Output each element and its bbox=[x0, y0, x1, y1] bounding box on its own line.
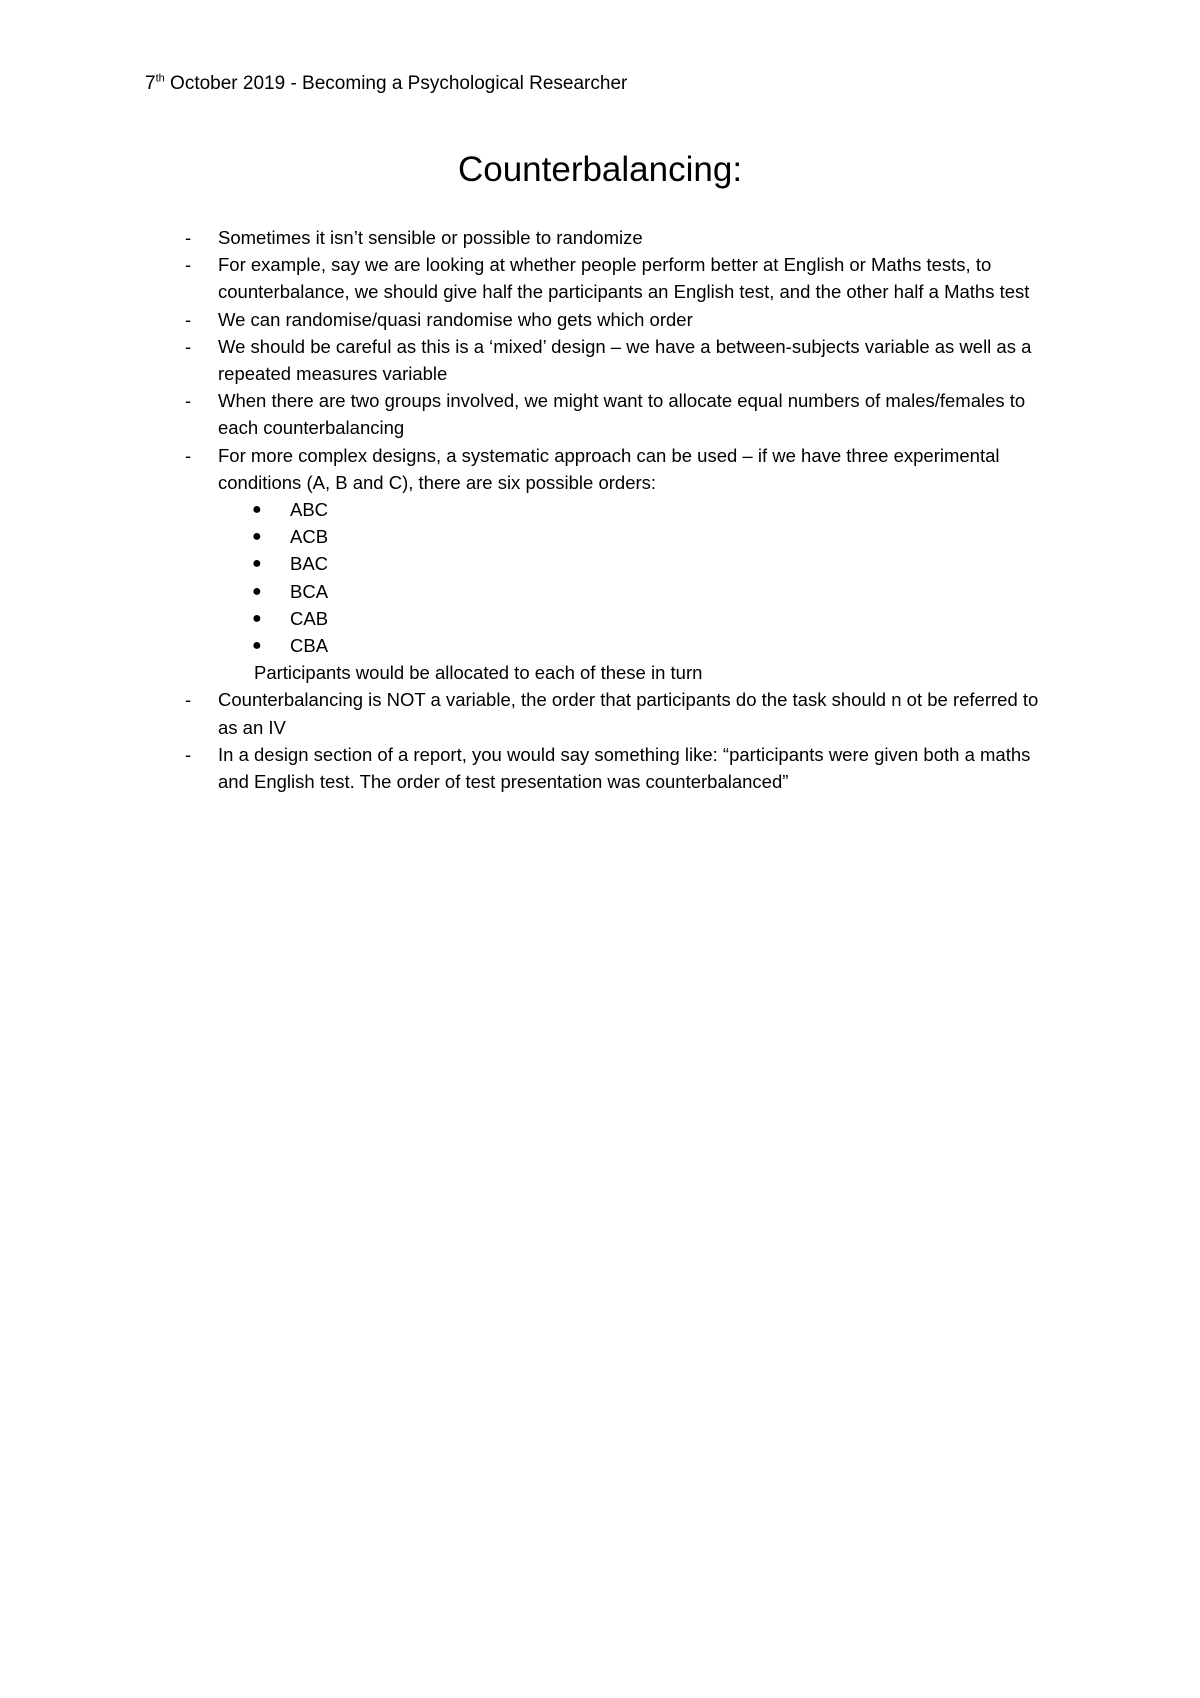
list-item-text: When there are two groups involved, we might want to allocate equal numbers of males/females to each counterbalancing bbox=[218, 390, 1026, 439]
list-item bbox=[0, 306, 1058, 333]
dash-marker: - bbox=[185, 308, 192, 330]
list-item bbox=[0, 333, 1058, 387]
list-item-text: We can randomise/quasi randomise who gets which order bbox=[218, 308, 693, 330]
list-item-text: Sometimes it isn’t sensible or possible to randomize bbox=[218, 227, 643, 248]
bullet-icon: ● bbox=[252, 555, 262, 573]
order-item bbox=[218, 632, 1058, 659]
notes-list bbox=[0, 224, 1200, 795]
header-text: October 2019 - Becoming a Psychological Researcher bbox=[164, 73, 628, 94]
list-item-text: Counterbalancing is NOT a variable, the order that participants do the task should n ot be referred to as an IV bbox=[218, 689, 1039, 738]
header-day-suffix: th bbox=[155, 72, 165, 85]
order-label: ABC bbox=[290, 499, 329, 521]
order-item bbox=[218, 523, 1058, 550]
bullet-icon: ● bbox=[252, 582, 262, 600]
bullet-icon: ● bbox=[252, 609, 262, 627]
dash-marker: - bbox=[185, 743, 192, 765]
list-item bbox=[0, 741, 1058, 795]
bullet-icon: ● bbox=[252, 528, 262, 546]
list-item-text: We should be careful as this is a ‘mixed’ design – we have a between-subjects variable as well as a repeated measures variable bbox=[218, 335, 1032, 385]
dash-marker: - bbox=[185, 444, 192, 466]
dash-marker: - bbox=[185, 335, 192, 357]
order-label: CAB bbox=[290, 607, 329, 629]
list-item-text: In a design section of a report, you would say something like: “participants were given both a maths and English test. The order of test presentation was counterbalanced” bbox=[218, 743, 1031, 793]
order-item bbox=[218, 550, 1058, 577]
order-label: ACB bbox=[290, 526, 329, 548]
order-label: BCA bbox=[290, 580, 329, 602]
list-item-text: For example, say we are looking at whether people perform better at English or Maths tests, to counterbalance, we should give half the participants an English test, and the other half a Maths test bbox=[218, 254, 1030, 303]
dash-marker: - bbox=[185, 689, 192, 711]
header-day: 7 bbox=[145, 73, 156, 94]
order-label: CBA bbox=[290, 635, 329, 657]
order-item bbox=[218, 578, 1058, 605]
page-header bbox=[145, 72, 627, 96]
order-item bbox=[218, 496, 1058, 523]
list-item-text: For more complex designs, a systematic approach can be used – if we have three experimental conditions (A, B and C), there are six possible orders: bbox=[218, 444, 1000, 493]
page-title: Counterbalancing: bbox=[457, 150, 743, 189]
dash-marker: - bbox=[185, 390, 192, 412]
order-item bbox=[218, 605, 1058, 632]
orders-list bbox=[218, 496, 1058, 659]
allocation-note: Participants would be allocated to each of these in turn bbox=[254, 662, 703, 684]
bullet-icon: ● bbox=[252, 637, 262, 655]
list-item bbox=[0, 224, 1058, 251]
dash-marker: - bbox=[185, 227, 192, 248]
dash-marker: - bbox=[185, 254, 192, 276]
list-item bbox=[0, 387, 1058, 441]
order-label: BAC bbox=[290, 553, 329, 575]
list-item bbox=[0, 251, 1058, 305]
bullet-icon: ● bbox=[252, 501, 262, 519]
list-item bbox=[0, 686, 1058, 740]
list-item bbox=[0, 442, 1058, 687]
